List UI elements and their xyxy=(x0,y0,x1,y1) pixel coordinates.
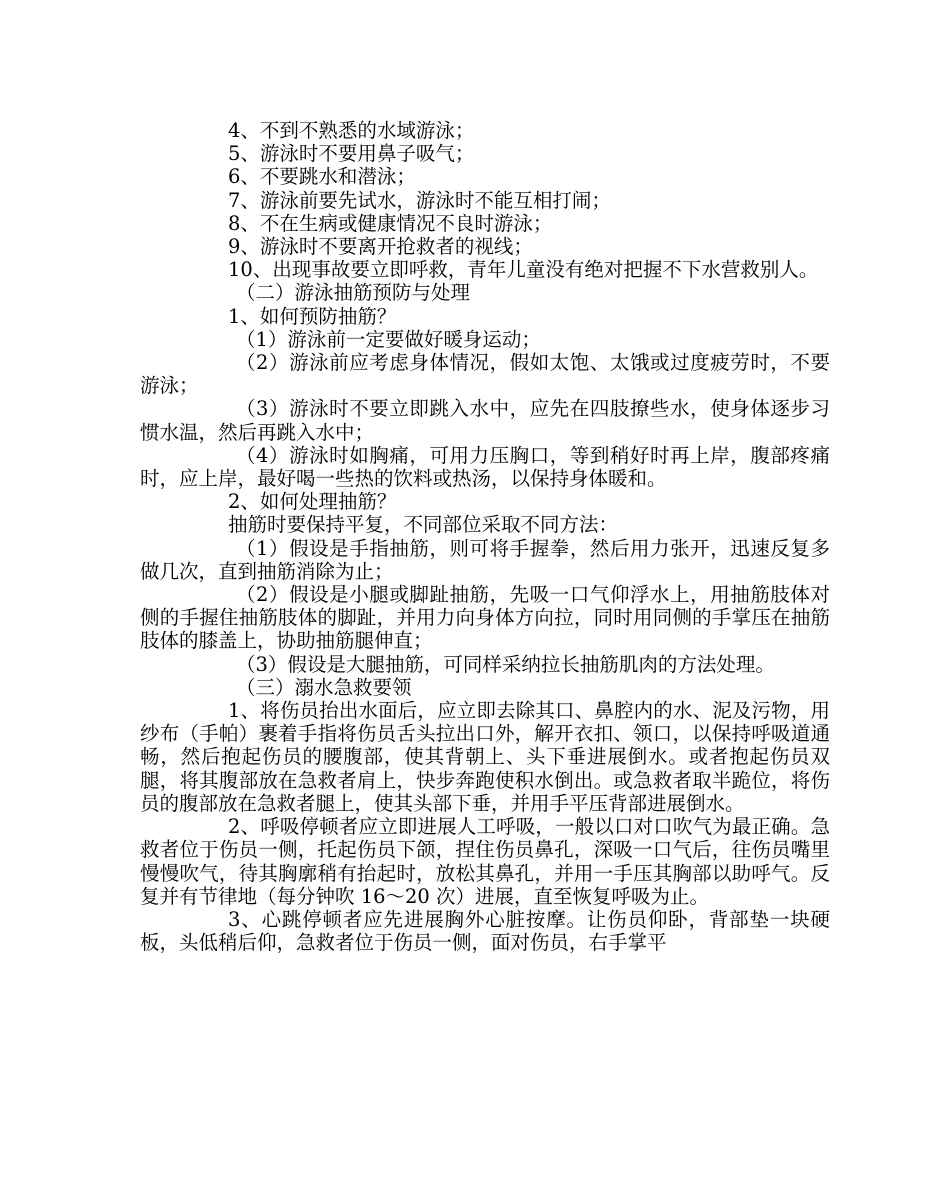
paragraph: 6、不要跳水和潜泳； xyxy=(228,165,416,189)
paragraph: 抽筋时要保持平复，不同部位采取不同方法： xyxy=(228,513,619,537)
paragraph: 9、游泳时不要离开抢救者的视线； xyxy=(228,235,533,259)
paragraph: 8、不在生病或健康情况不良时游泳； xyxy=(228,211,553,235)
paragraph: 4、不到不熟悉的水域游泳； xyxy=(228,119,475,142)
document-body xyxy=(140,119,830,954)
paragraph: （3）游泳时不要立即跳入水中，应先在四肢撩些水，使身体逐步习惯水温，然后再跳入水中； xyxy=(140,397,830,444)
paragraph: 1、如何预防抽筋？ xyxy=(228,304,397,328)
paragraph: 5、游泳时不要用鼻子吸气； xyxy=(228,142,475,166)
paragraph: 3、心跳停顿者应先进展胸外心脏按摩。让伤员仰卧，背部垫一块硬板，头低稍后仰，急救者位于伤员一侧，面对伤员，右手掌平 xyxy=(140,907,830,955)
paragraph: 7、游泳前要先试水，游泳时不能互相打闹； xyxy=(228,188,611,212)
paragraph: 10、出现事故要立即呼救，青年儿童没有绝对把握不下水营救别人。 xyxy=(228,258,819,282)
paragraph: （4）游泳时如胸痛，可用力压胸口，等到稍好时再上岸，腹部疼痛时，应上岸，最好喝一些热的饮料或热汤，以保持身体暖和。 xyxy=(140,443,830,491)
paragraph: （二）游泳抽筋预防与处理 xyxy=(236,281,471,305)
paragraph: （1）假设是手指抽筋，则可将手握拳，然后用力张开，迅速反复多做几次，直到抽筋消除为止； xyxy=(140,536,830,583)
paragraph: （3）假设是大腿抽筋，可同样采纳拉长抽筋肌肉的方法处理。 xyxy=(236,652,775,676)
paragraph: （2）游泳前应考虑身体情况，假如太饱、太饿或过度疲劳时，不要游泳； xyxy=(140,351,830,398)
paragraph: （2）假设是小腿或脚趾抽筋，先吸一口气仰浮水上，用抽筋肢体对侧的手握住抽筋肢体的脚趾，并用力向身体方向拉，同时用同侧的手掌压在抽筋肢体的膝盖上，协助抽筋腿伸直； xyxy=(140,583,830,653)
paragraph: 2、呼吸停顿者应立即进展人工呼吸，一般以口对口吹气为最正确。急救者位于伤员一侧，托起伤员下颌，捏住伤员鼻孔，深吸一口气后，往伤员嘴里慢慢吹气，待其胸廓稍有抬起时，放松其鼻孔，并用一手压其胸部以助呼气。反复并有节律地（每分钟吹 16～20 次）进展，直至恢复呼吸为止。 xyxy=(140,815,830,908)
paragraph: （三）溺水急救要领 xyxy=(236,675,412,699)
paragraph: （1）游泳前一定要做好暖身运动； xyxy=(236,327,541,351)
paragraph: 1、将伤员抬出水面后，应立即去除其口、鼻腔内的水、泥及污物，用纱布（手帕）裹着手指将伤员舌头拉出口外，解开衣扣、领口，以保持呼吸道通畅，然后抱起伤员的腰腹部，使其背朝上、头下垂进展倒水。或者抱起伤员双腿，将其腹部放在急救者肩上，快步奔跑使积水倒出。或急救者取半跪位，将伤员的腹部放在急救者腿上，使其头部下垂，并用手平压背部进展倒水。 xyxy=(140,699,830,815)
paragraph: 2、如何处理抽筋？ xyxy=(228,490,397,514)
